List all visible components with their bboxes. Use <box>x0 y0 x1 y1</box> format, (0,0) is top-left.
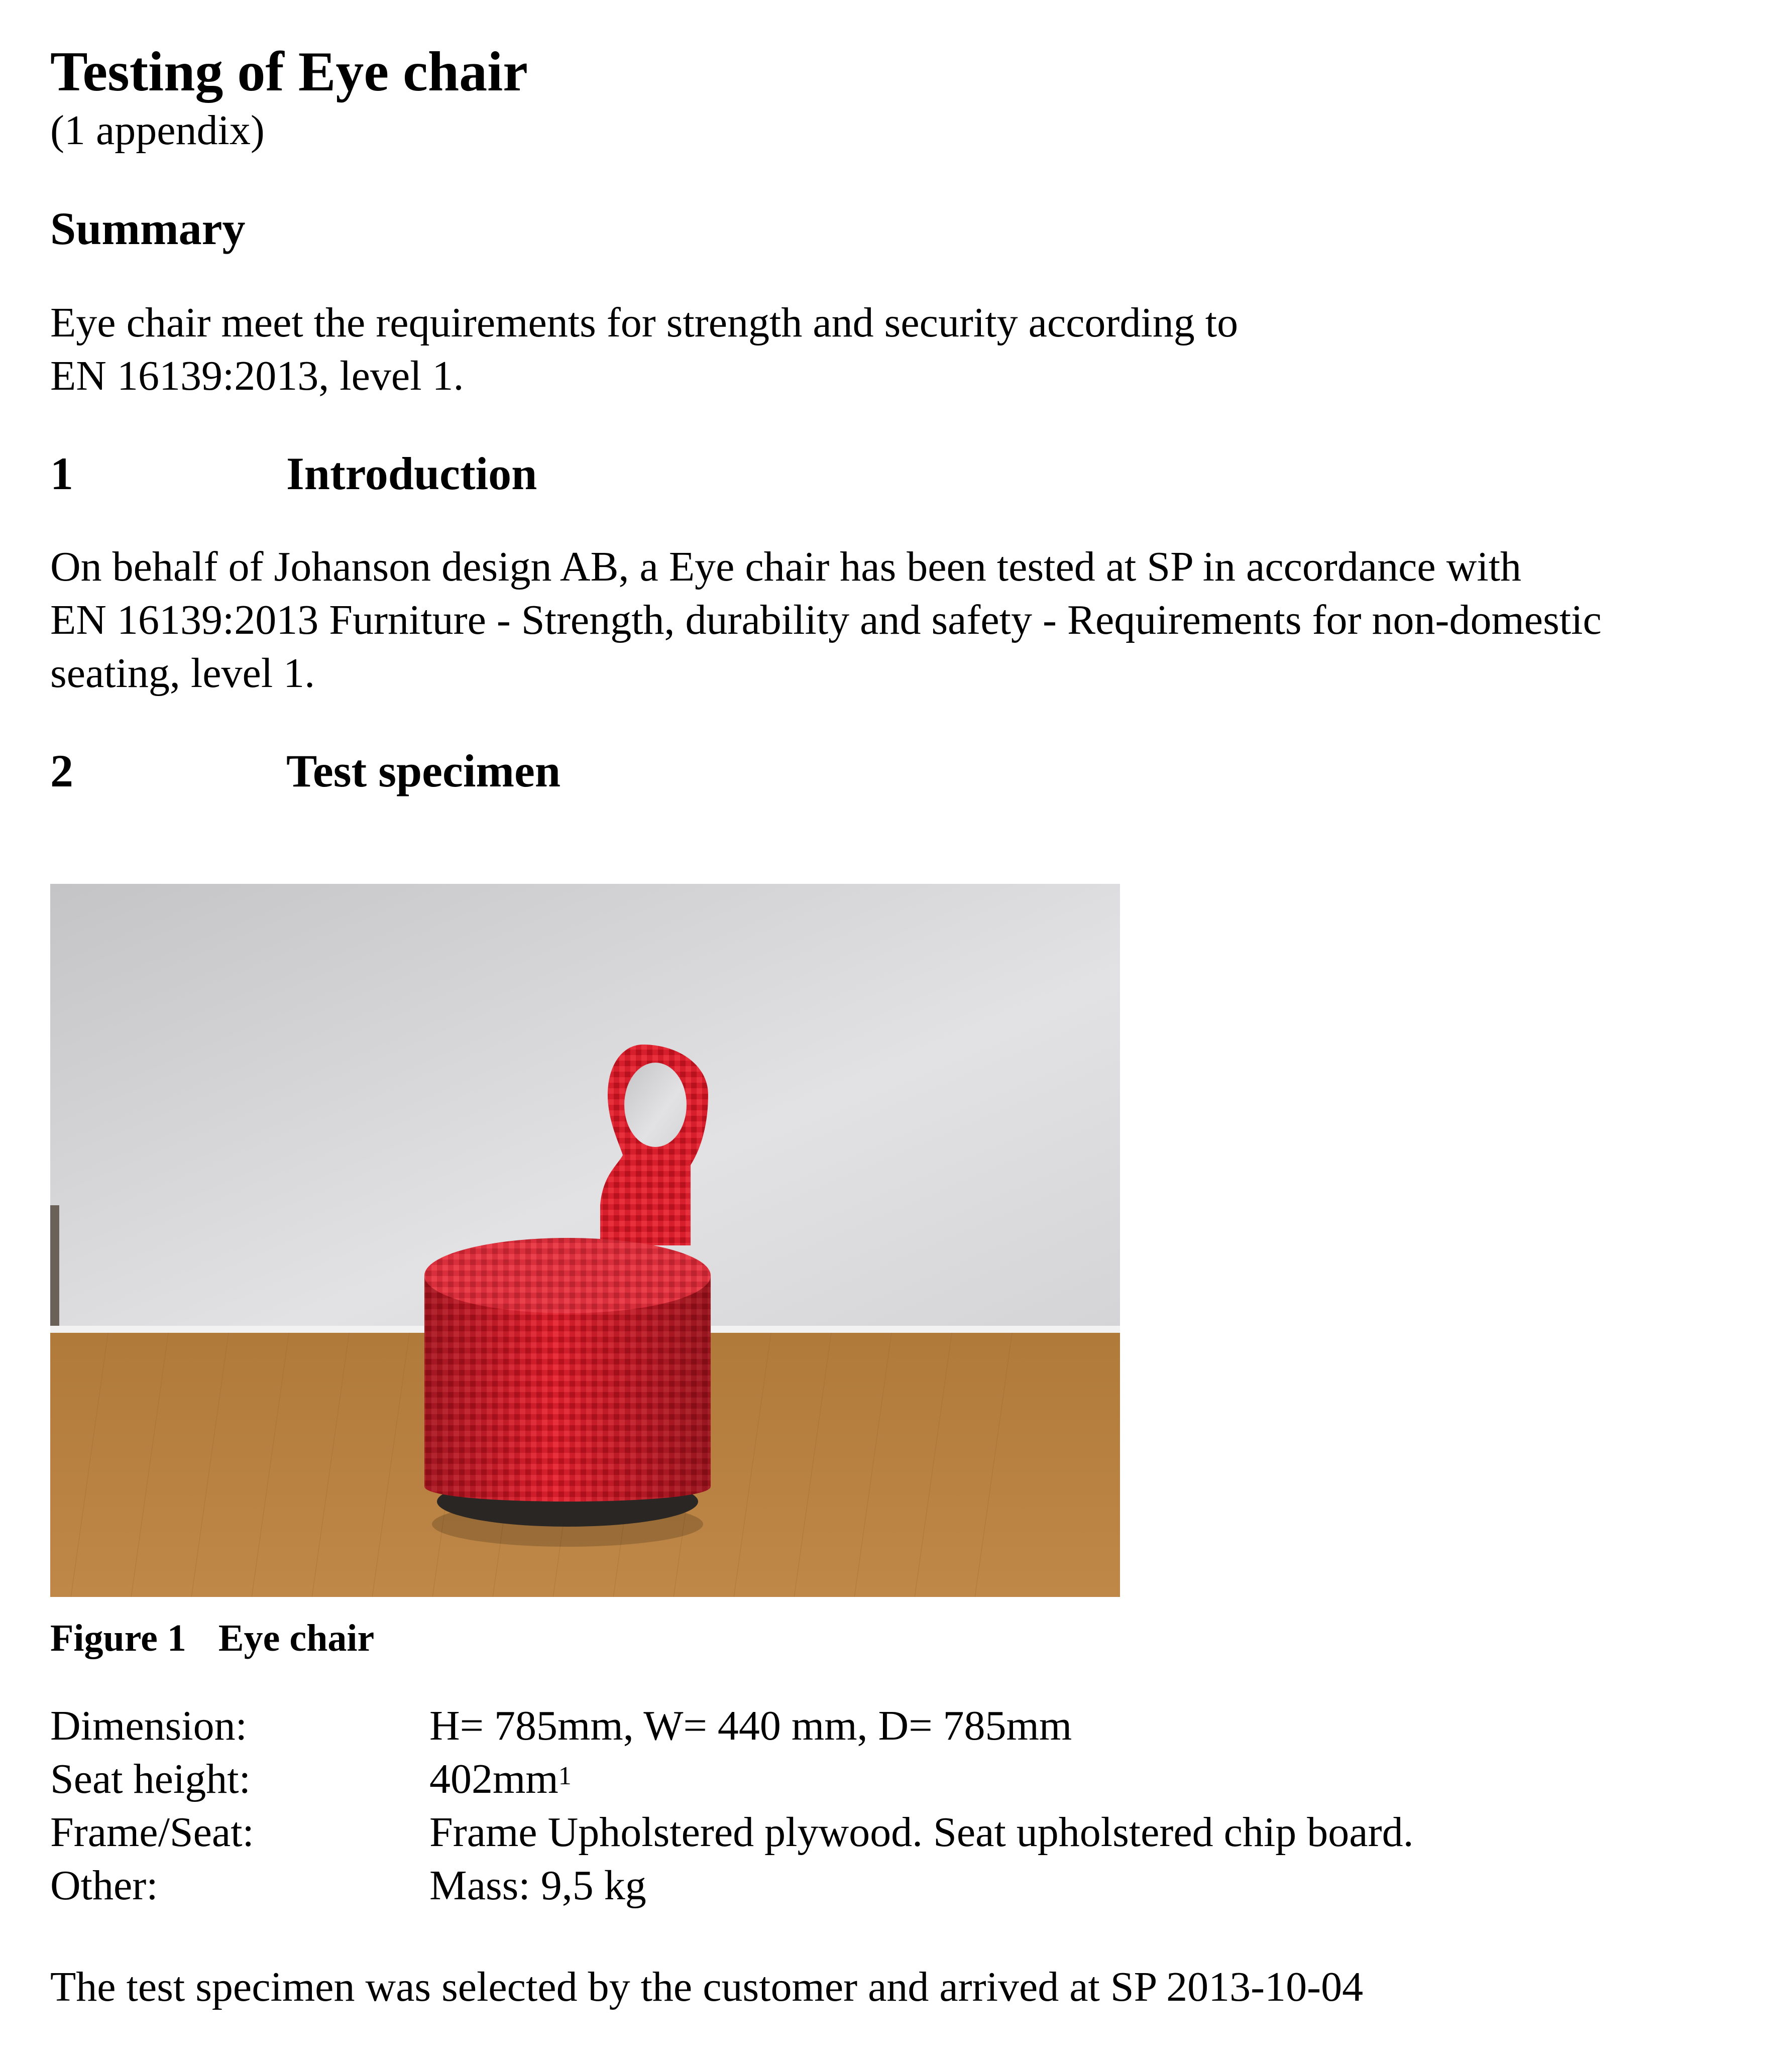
introduction-heading: Introduction <box>286 448 537 499</box>
specs-list <box>50 1699 1414 1912</box>
chair-photo <box>50 884 1120 1597</box>
spec-row-seat-height <box>50 1753 1414 1806</box>
test-specimen-number: 2 <box>50 745 73 796</box>
document-title: Testing of Eye chair <box>50 41 528 103</box>
footnote-marker: 1 <box>558 1762 572 1790</box>
spec-key: Dimension: <box>50 1702 247 1749</box>
spec-row-frame-seat <box>50 1806 1414 1859</box>
closing-statement: The test specimen was selected by the customer and arrived at SP 2013-10-04 <box>50 1964 1364 2010</box>
summary-heading: Summary <box>50 203 246 254</box>
spec-row-other <box>50 1859 1414 1912</box>
spec-value: 402mm <box>429 1756 558 1802</box>
introduction-line-2: EN 16139:2013 Furniture - Strength, durability and safety - Requirements for non-domestic <box>50 597 1602 643</box>
introduction-line-1: On behalf of Johanson design AB, a Eye chair has been tested at SP in accordance with <box>50 543 1522 590</box>
introduction-line-3: seating, level 1. <box>50 650 315 697</box>
spec-value: H= 785mm, W= 440 mm, D= 785mm <box>429 1702 1072 1749</box>
summary-line-1: Eye chair meet the requirements for strength and security according to <box>50 299 1239 346</box>
spec-value: Frame Upholstered plywood. Seat upholstered chip board. <box>429 1809 1414 1856</box>
spec-key: Seat height: <box>50 1756 251 1802</box>
figure-label: Figure 1 <box>50 1617 186 1659</box>
spec-key: Frame/Seat: <box>50 1809 254 1856</box>
summary-line-2: EN 16139:2013, level 1. <box>50 353 464 399</box>
spec-value: Mass: 9,5 kg <box>429 1862 646 1909</box>
figure-caption <box>50 1613 374 1663</box>
figure-caption-text: Eye chair <box>218 1617 375 1659</box>
spec-key: Other: <box>50 1862 158 1909</box>
appendix-note: (1 appendix) <box>50 107 265 154</box>
introduction-number: 1 <box>50 448 73 499</box>
test-specimen-heading: Test specimen <box>286 745 561 796</box>
spec-row-dimension <box>50 1699 1414 1753</box>
